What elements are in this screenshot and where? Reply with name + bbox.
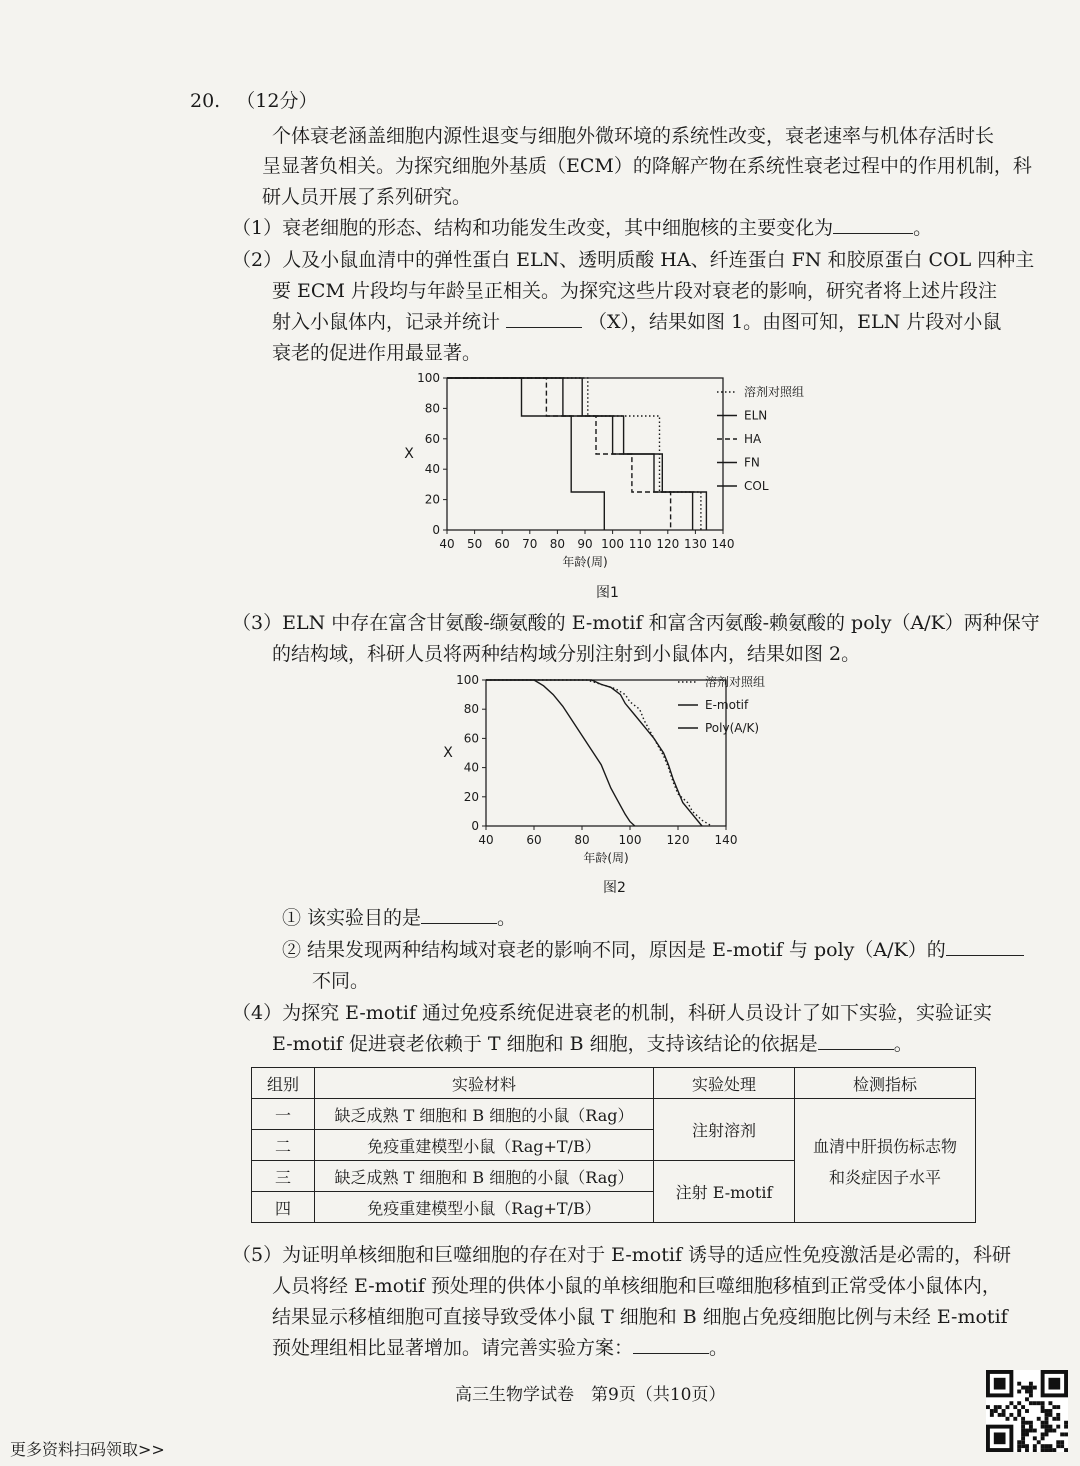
legend-label: 溶剂对照组 [744,385,805,399]
y-axis-label: X [404,446,414,462]
part-5-line-2: 人员将经 E-motif 预处理的供体小鼠的单核细胞和巨噬细胞移植到正常受体小鼠体内， [272,1275,1001,1297]
qr-module [1048,1444,1052,1448]
series-line-- [486,680,712,826]
part-3-line-1: （3）ELN 中存在富含甘氨酸-缬氨酸的 E-motif 和富含丙氨酸-赖氨酸的 poly（A/K）两种保守 [232,612,1040,634]
x-tick-label: 40 [439,537,455,551]
qr-module [1017,1440,1021,1444]
x-tick-label: 100 [601,537,625,551]
part-4-line-2 [272,1031,913,1057]
part-5-text: 预处理组相比显著增加。请完善实验方案： [272,1337,634,1359]
y-axis-label: X [443,745,453,761]
figure-1-chart [395,368,815,580]
qr-module [1029,1421,1033,1425]
header-indicator: 检测指标 [795,1068,976,1099]
qr-module [1045,1448,1049,1452]
part-3-line-2: 的结构域，科研人员将两种结构域分别注射到小鼠体内，结果如图 2。 [272,643,861,665]
qr-module [990,1409,994,1413]
qr-module [1064,1421,1068,1425]
intro-line-1: 个体衰老涵盖细胞内源性退变与细胞外微环境的系统性改变，衰老速率与机体存活时长 [272,125,995,147]
part-3-sub-2-text: ② 结果发现两种结构域对衰老的影响不同，原因是 E-motif 与 poly（A/K）的 [282,939,946,961]
qr-module [1033,1386,1037,1390]
x-tick-label: 60 [494,537,510,551]
part-5-line-1: （5）为证明单核细胞和巨噬细胞的存在对于 E-motif 诱导的适应性免疫激活是必需的，科研 [232,1244,1012,1266]
question-number [190,88,317,114]
qr-module [1045,1409,1049,1413]
qr-module [1033,1429,1037,1433]
qr-module [998,1413,1002,1417]
header-treatment: 实验处理 [654,1068,795,1099]
y-tick-label: 80 [424,401,440,416]
x-tick-label: 40 [478,833,494,847]
qr-module [1052,1429,1056,1433]
legend-label: FN [744,455,760,470]
y-tick-label: 60 [424,431,440,446]
x-tick-label: 120 [656,537,680,551]
x-axis-label: 年龄(周) [583,851,629,865]
qr-module [1025,1397,1029,1401]
part-2-line-3 [272,309,1001,335]
x-axis-label: 年龄(周) [562,555,608,569]
qr-module [1048,1448,1052,1452]
part-1-text: （1）衰老细胞的形态、结构和功能发生改变，其中细胞核的主要变化为 [232,217,834,239]
part-3-sub-2 [282,937,1024,963]
qr-module [1002,1409,1006,1413]
group-cell: 一 [252,1099,315,1130]
part-2-text-b: （X），结果如图 1。由图可知，ELN 片段对小鼠 [588,311,1002,333]
qr-module [1029,1429,1033,1433]
material-cell: 免疫重建模型小鼠（Rag+T/B） [315,1192,654,1223]
header-group: 组别 [252,1068,315,1099]
legend-label: COL [744,479,769,493]
qr-module [1048,1413,1052,1417]
part-2-line-4: 衰老的促进作用最显著。 [272,342,482,364]
series-line-eln [447,378,604,530]
qr-module [994,1405,998,1409]
x-tick-label: 80 [549,537,566,551]
qr-module [1033,1436,1037,1440]
part-1 [232,215,932,241]
qr-module [1041,1425,1045,1429]
x-tick-label: 60 [526,833,542,847]
qr-module [1025,1444,1029,1448]
qr-module [1013,1405,1017,1409]
qr-module [1037,1417,1041,1421]
qr-module [1041,1432,1045,1436]
qr-module [990,1413,994,1417]
question-score: （12分） [236,90,318,112]
qr-module [1048,1425,1052,1429]
qr-module [1033,1444,1037,1448]
qr-module [1009,1401,1013,1405]
answer-blank-4[interactable] [946,937,1024,956]
qr-module [1052,1405,1056,1409]
indicator-line-1: 血清中肝损伤标志物 [812,1136,957,1156]
answer-blank-6[interactable] [633,1335,709,1354]
qr-module [1033,1448,1037,1452]
qr-module [998,1405,1002,1409]
legend-label: HA [744,432,762,446]
material-cell: 缺乏成熟 T 细胞和 B 细胞的小鼠（Rag） [315,1161,654,1192]
qr-module [1041,1421,1045,1425]
x-tick-label: 140 [711,537,735,551]
x-tick-label: 100 [618,833,642,847]
qr-module [1017,1413,1021,1417]
qr-module [1029,1425,1033,1429]
table-row [252,1099,976,1130]
y-tick-label: 0 [471,819,479,833]
intro-line-3: 研人员开展了系列研究。 [262,186,472,208]
qr-module [1029,1386,1033,1390]
header-material: 实验材料 [315,1068,654,1099]
qr-module [1025,1390,1029,1394]
part-4-line-1: （4）为探究 E-motif 通过免疫系统促进衰老的机制，科研人员设计了如下实验，实验证实 [232,1002,993,1024]
qr-module [1025,1386,1029,1390]
part-1-end: 。 [913,217,933,239]
qr-module [1025,1448,1029,1452]
legend-label: ELN [744,408,768,423]
indicator-cell [795,1099,976,1223]
qr-module [1056,1405,1060,1409]
x-tick-label: 70 [522,537,538,551]
y-tick-label: 100 [417,371,440,385]
qr-module [1021,1444,1025,1448]
qr-module [1017,1390,1021,1394]
qr-module [1060,1444,1064,1448]
qr-module [1033,1401,1037,1405]
part-5-end: 。 [709,1337,729,1359]
qr-finder-core [994,1432,1006,1444]
plot-frame [486,680,726,826]
qr-code-icon[interactable] [986,1370,1068,1452]
qr-module [1052,1417,1056,1421]
answer-blank-1[interactable] [833,215,913,234]
qr-module [1064,1432,1068,1436]
treatment-cell: 注射溶剂 [654,1099,795,1161]
part-5-line-3: 结果显示移植细胞可直接导致受体小鼠 T 细胞和 B 细胞占免疫细胞比例与未经 E-motif [272,1306,1008,1328]
qr-module [1045,1432,1049,1436]
qr-module [1041,1448,1045,1452]
qr-module [1056,1425,1060,1429]
qr-module [1056,1417,1060,1421]
x-tick-label: 80 [574,833,590,847]
y-tick-label: 100 [456,673,479,687]
qr-module [1025,1409,1029,1413]
qr-module [1021,1386,1025,1390]
qr-module [1056,1413,1060,1417]
qr-module [1045,1429,1049,1433]
qr-module [1002,1413,1006,1417]
x-tick-label: 120 [666,833,690,847]
y-tick-label: 20 [424,492,440,507]
y-tick-label: 80 [463,702,479,717]
qr-module [1025,1421,1029,1425]
qr-module [1021,1432,1025,1436]
qr-finder-core [994,1378,1006,1390]
y-tick-label: 40 [463,760,479,775]
treatment-cell: 注射 E-motif [654,1161,795,1223]
qr-module [1048,1429,1052,1433]
qr-module [1017,1382,1021,1386]
qr-module [1048,1409,1052,1413]
group-cell: 二 [252,1130,315,1161]
figure-2-caption: 图2 [603,880,626,896]
material-cell: 缺乏成熟 T 细胞和 B 细胞的小鼠（Rag） [315,1099,654,1130]
part-3-sub-1-text: ① 该实验目的是 [282,907,422,929]
qr-module [1021,1421,1025,1425]
qr-module [1045,1413,1049,1417]
qr-module [1045,1417,1049,1421]
qr-module [1029,1390,1033,1394]
qr-module [1037,1440,1041,1444]
legend-label: 溶剂对照组 [705,675,766,689]
question-number-text: 20. [190,90,221,112]
part-4-end: 。 [893,1033,913,1055]
qr-module [1021,1440,1025,1444]
y-tick-label: 20 [463,789,479,804]
legend-label: E-motif [705,698,749,712]
answer-blank-5[interactable] [818,1031,894,1050]
x-tick-label: 130 [683,537,707,551]
part-5-line-4 [272,1335,728,1361]
x-tick-label: 110 [628,537,652,551]
qr-module [1037,1401,1041,1405]
qr-module [1021,1436,1025,1440]
qr-module [1052,1448,1056,1452]
qr-module [1017,1448,1021,1452]
qr-module [1021,1429,1025,1433]
figure-2-chart [440,670,800,870]
indicator-line-2: 和炎症因子水平 [828,1167,941,1187]
qr-module [1029,1393,1033,1397]
qr-module [1017,1409,1021,1413]
part-2-text-a: 射入小鼠体内，记录并统计 [272,311,501,333]
qr-module [1041,1409,1045,1413]
qr-module [1021,1417,1025,1421]
qr-module [1017,1401,1021,1405]
qr-module [1064,1425,1068,1429]
qr-module [1048,1401,1052,1405]
qr-module [1041,1401,1045,1405]
table-header-row [252,1068,976,1099]
qr-module [1060,1432,1064,1436]
qr-module [1025,1429,1029,1433]
qr-module [1029,1382,1033,1386]
y-tick-label: 0 [432,523,440,537]
legend-label: Poly(A/K) [705,721,760,735]
intro-line-2: 呈显著负相关。为探究细胞外基质（ECM）的降解产物在系统性衰老过程中的作用机制，科 [262,155,1032,177]
qr-module [994,1409,998,1413]
material-cell: 免疫重建模型小鼠（Rag+T/B） [315,1130,654,1161]
figure-1-caption: 图1 [596,585,619,601]
qr-module [1025,1432,1029,1436]
qr-module [1041,1444,1045,1448]
group-cell: 四 [252,1192,315,1223]
qr-module [1064,1448,1068,1452]
part-4-text: E-motif 促进衰老依赖于 T 细胞和 B 细胞，支持该结论的依据是 [272,1033,818,1055]
qr-module [1045,1421,1049,1425]
qr-module [1017,1444,1021,1448]
part-3-sub-1-end: 。 [497,907,517,929]
qr-module [1029,1401,1033,1405]
qr-module [1009,1413,1013,1417]
qr-module [1056,1440,1060,1444]
qr-module [1021,1425,1025,1429]
x-tick-label: 140 [714,833,738,847]
series-line-e-motif [486,680,635,826]
qr-module [1045,1444,1049,1448]
x-tick-label: 50 [466,537,483,551]
qr-module [986,1405,990,1409]
answer-blank-2[interactable] [506,309,582,328]
qr-module [1041,1405,1045,1409]
qr-module [1056,1444,1060,1448]
part-3-sub-2-end: 不同。 [312,970,370,992]
part-3-sub-1 [282,905,516,931]
qr-module [1045,1425,1049,1429]
series-line-col [447,378,706,530]
group-cell: 三 [252,1161,315,1192]
answer-blank-3[interactable] [421,905,497,924]
experiment-table [251,1067,976,1223]
x-tick-label: 90 [577,537,593,551]
y-tick-label: 40 [424,462,440,477]
qr-module [1060,1440,1064,1444]
qr-module [1006,1417,1010,1421]
more-resources-link[interactable]: 更多资料扫码领取>> [10,1440,165,1459]
qr-finder-core [1048,1378,1060,1390]
qr-module [1021,1405,1025,1409]
qr-module [1013,1417,1017,1421]
page-footer: 高三生物学试卷 第9页（共10页） [455,1385,726,1405]
part-2-line-2: 要 ECM 片段均与年龄呈正相关。为探究这些片段对衰老的影响，研究者将上述片段注 [272,280,997,302]
qr-module [1006,1405,1010,1409]
part-2-line-1: （2）人及小鼠血清中的弹性蛋白 ELN、透明质酸 HA、纤连蛋白 FN 和胶原蛋白 COL 四种主 [232,249,1035,271]
plot-frame [447,378,723,530]
qr-module [1041,1436,1045,1440]
y-tick-label: 60 [463,731,479,746]
